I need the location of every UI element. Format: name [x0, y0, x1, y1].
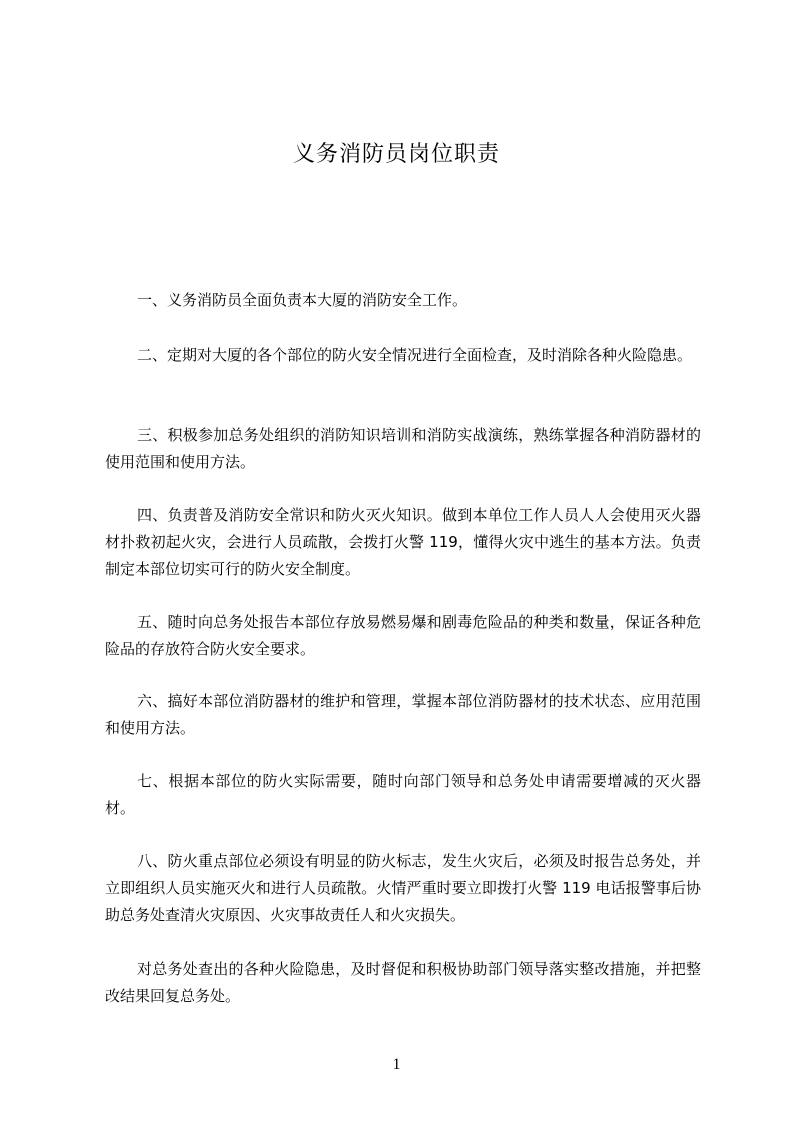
paragraph-9: 对总务处查出的各种火险隐患，及时督促和积极协助部门领导落实整改措施，并把整改结果回复总务处。	[105, 960, 701, 1005]
paragraph-2: 二、定期对大厦的各个部位的防火安全情况进行全面检查，及时消除各种火险隐患。	[137, 346, 693, 364]
paragraph-1: 一、义务消防员全面负责本大厦的消防安全工作。	[137, 291, 468, 309]
paragraph-8: 八、防火重点部位必须设有明显的防火标志，发生火灾后，必须及时报告总务处，并立即组织人员实施灭火和进行人员疏散。火情严重时要立即拨打火警 119 电话报警事后协助总务处查清火灾原因、火灾事故责任人和火灾损失。	[105, 852, 701, 924]
page-number: 1	[392, 1056, 401, 1073]
paragraph-6: 六、搞好本部位消防器材的维护和管理，掌握本部位消防器材的技术状态、应用范围和使用方法。	[105, 692, 701, 737]
paragraph-7: 七、根据本部位的防火实际需要，随时向部门领导和总务处申请需要增减的灭火器材。	[105, 772, 701, 817]
paragraph-3: 三、积极参加总务处组织的消防知识培训和消防实战演练，熟练掌握各种消防器材的使用范围和使用方法。	[105, 426, 701, 471]
paragraph-5: 五、随时向总务处报告本部位存放易燃易爆和剧毒危险品的种类和数量，保证各种危险品的存放符合防火安全要求。	[105, 613, 701, 658]
page-title: 义务消防员岗位职责	[292, 142, 500, 167]
paragraph-4: 四、负责普及消防安全常识和防火灭火知识。做到本单位工作人员人人会使用灭火器材扑救初起火灾，会进行人员疏散，会拨打火警 119，懂得火灾中逃生的基本方法。负责制定本部位切实可行的防火安全制度。	[105, 506, 701, 578]
